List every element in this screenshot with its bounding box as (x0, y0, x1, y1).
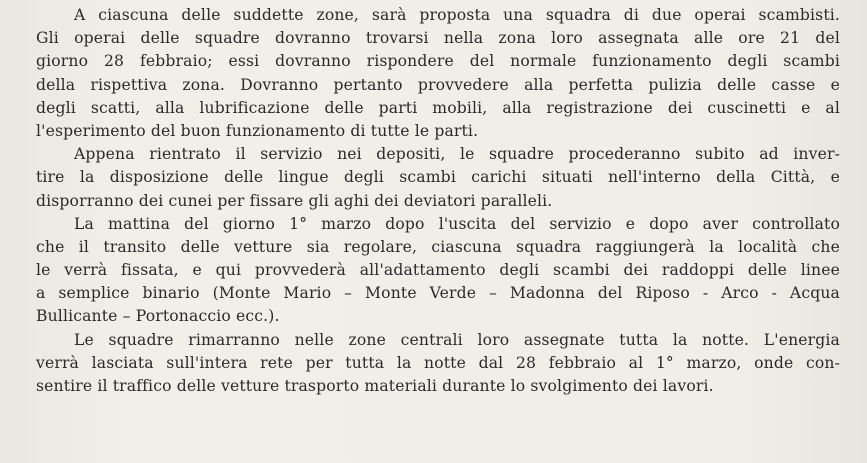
text-line: sentire il traffico delle vetture trasporto materiali durante lo svolgimento dei lavori. (36, 377, 714, 395)
text-line: a semplice binario (Monte Mario – Monte Verde – Madonna del Riposo - Arco - Acqua (36, 284, 840, 303)
text-line: A ciascuna delle suddette zone, sarà proposta una squadra di due operai scambisti. (74, 6, 840, 24)
text-line: l'esperimento del buon funzionamento di tutte le parti. (36, 121, 479, 140)
paragraph-4 (36, 329, 840, 399)
text-line: Le squadre rimarranno nelle zone centrali loro assegnate tutta la notte. L'energia (74, 330, 840, 349)
text-line: giorno 28 febbraio; essi dovranno rispondere del normale funzionamento degli scambi (36, 52, 840, 71)
text-line: La mattina del giorno 1° marzo dopo l'uscita del servizio e dopo aver controllato (74, 214, 840, 233)
text-line: degli scatti, alla lubrificazione delle parti mobili, alla registrazione dei cuscinetti e al (36, 98, 840, 117)
text-line: Bullicante – Portonaccio ecc.). (36, 307, 280, 326)
text-line: disporranno dei cunei per fissare gli aghi dei deviatori paralleli. (36, 191, 553, 210)
body-text (36, 4, 840, 398)
paragraph-2 (36, 143, 840, 213)
text-line: che il transito delle vetture sia regolare, ciascuna squadra raggiungerà la località che (36, 237, 840, 256)
text-line: verrà lasciata sull'intera rete per tutta la notte dal 28 febbraio al 1° marzo, onde con- (36, 353, 840, 372)
paragraph-3 (36, 213, 840, 329)
text-line: della rispettiva zona. Dovranno pertanto provvedere alla perfetta pulizia delle casse e (36, 75, 840, 94)
text-line: Gli operai delle squadre dovranno trovarsi nella zona loro assegnata alle ore 21 del (36, 29, 840, 48)
paragraph-1 (36, 4, 840, 143)
text-line: le verrà fissata, e qui provvederà all'adattamento degli scambi dei raddoppi delle linee (36, 261, 840, 280)
text-line: Appena rientrato il servizio nei depositi, le squadre procederanno subito ad inver- (74, 145, 840, 164)
text-line: tire la disposizione delle lingue degli scambi carichi situati nell'interno della Città, e (36, 168, 840, 187)
